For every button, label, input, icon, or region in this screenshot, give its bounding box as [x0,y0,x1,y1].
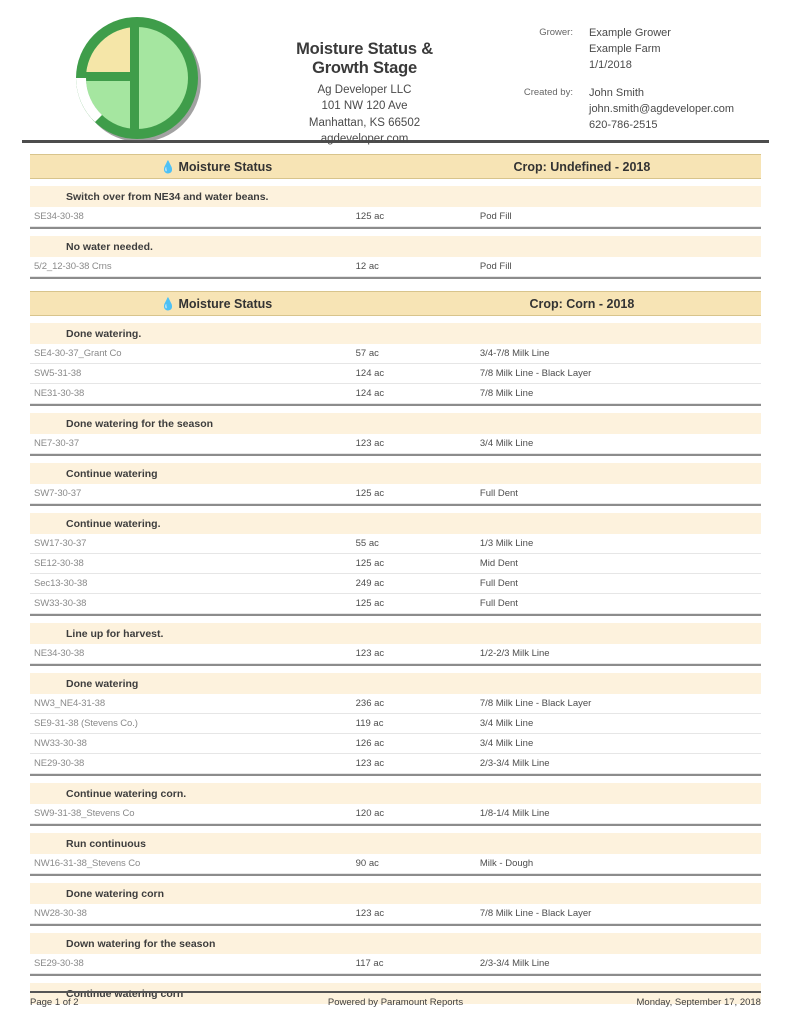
field-acres: 57 ac [355,348,379,359]
status-group [30,463,761,506]
grower-name: Example Grower [589,27,671,39]
section-title-group [30,160,403,174]
growth-stage: 7/8 Milk Line [479,388,534,399]
growth-stage: Mid Dent [479,558,518,569]
field-name: SW5-31-38 [34,368,82,379]
field-name: SW9-31-38_Stevens Co [34,808,135,819]
field-acres: 126 ac [355,738,385,749]
table-row [30,534,761,554]
created-by-phone: 620-786-2515 [589,118,658,131]
table-row [30,344,761,364]
status-group [30,413,761,456]
group-divider [30,454,761,456]
grower-farm: Example Farm [589,42,661,55]
report-section [30,154,761,279]
company-website: agdeveloper.com [320,132,409,145]
table-row [30,954,761,974]
title-block [252,8,477,147]
growth-stage: Pod Fill [479,211,512,222]
field-name: 5/2_12-30-38 Crns [34,261,112,272]
field-acres: 120 ac [355,808,385,819]
growth-stage: 1/3 Milk Line [479,538,534,549]
growth-stage: 2/3-3/4 Milk Line [479,758,550,769]
status-group [30,673,761,776]
growth-stage: 1/2-2/3 Milk Line [479,648,550,659]
growth-stage: 7/8 Milk Line - Black Layer [479,698,592,709]
table-row [30,754,761,774]
group-divider [30,824,761,826]
group-divider [30,227,761,229]
document-header [0,0,791,145]
field-name: SE29-30-38 [34,958,84,969]
field-name: NW33-30-38 [34,738,87,749]
field-acres: 125 ac [355,598,385,609]
field-acres: 55 ac [355,538,379,549]
field-name: SE34-30-38 [34,211,84,222]
growth-stage: 3/4 Milk Line [479,718,534,729]
field-name: NE34-30-38 [34,648,85,659]
field-acres: 117 ac [355,958,384,969]
group-header-label: Done watering for the season [30,413,761,434]
field-name: Sec13-30-38 [34,578,88,589]
status-group [30,323,761,406]
grower-info [495,26,769,74]
table-row [30,904,761,924]
group-header-label: Line up for harvest. [30,623,761,644]
field-acres: 123 ac [355,908,385,919]
field-acres: 90 ac [355,858,379,869]
field-acres: 249 ac [355,578,385,589]
footer-divider [30,991,761,993]
group-header-label: Down watering for the season [30,933,761,954]
status-group [30,513,761,616]
growth-stage: Full Dent [479,488,518,499]
field-acres: 12 ac [355,261,379,272]
field-acres: 124 ac [355,388,385,399]
status-group [30,623,761,666]
field-name: NW16-31-38_Stevens Co [34,858,141,869]
company-name: Ag Developer LLC [317,83,412,96]
group-divider [30,874,761,876]
table-row [30,257,761,277]
group-header-label: Switch over from NE34 and water beans. [30,186,761,207]
group-divider [30,974,761,976]
created-by-name: John Smith [589,86,645,99]
field-name: NE31-30-38 [34,388,85,399]
created-by-email: john.smith@agdeveloper.com [589,102,735,115]
table-row [30,694,761,714]
grower-date: 1/1/2018 [589,58,632,71]
ag-developer-logo-icon [62,12,212,144]
section-crop-label: Crop: Corn - 2018 [529,296,635,311]
field-name: SW33-30-38 [34,598,87,609]
growth-stage: 7/8 Milk Line - Black Layer [479,908,592,919]
table-row [30,207,761,227]
status-group [30,883,761,926]
growth-stage: Milk - Dough [479,858,534,869]
table-row [30,804,761,824]
group-header-label: Continue watering corn [30,983,761,1004]
growth-stage: 1/8-1/4 Milk Line [479,808,550,819]
table-row [30,364,761,384]
section-header [30,154,761,179]
group-header-label: Done watering. [30,323,761,344]
created-by-label: Created by: [523,86,573,98]
field-name: NE7-30-37 [34,438,80,449]
table-row [30,574,761,594]
group-divider [30,277,761,279]
table-row [30,644,761,664]
address-line-2: Manhattan, KS 66502 [308,116,421,129]
group-header-label: Continue watering. [30,513,761,534]
field-acres: 125 ac [355,488,385,499]
field-acres: 123 ac [355,648,385,659]
field-name: SW17-30-37 [34,538,87,549]
group-header-label: No water needed. [30,236,761,257]
document-footer [30,991,761,1008]
group-header-label: Continue watering [30,463,761,484]
title-line-2: Growth Stage [312,59,417,78]
status-group [30,933,761,976]
report-section [30,291,761,1004]
group-divider [30,774,761,776]
field-acres: 123 ac [355,758,385,769]
report-date: Monday, September 17, 2018 [636,997,761,1008]
growth-stage: 3/4 Milk Line [479,438,534,449]
table-row [30,484,761,504]
group-divider [30,504,761,506]
section-title: Moisture Status [178,159,273,174]
section-header [30,291,761,316]
address-line-1: 101 NW 120 Ave [321,100,408,113]
group-divider [30,664,761,666]
table-row [30,734,761,754]
status-group [30,186,761,229]
field-acres: 125 ac [355,558,385,569]
field-acres: 123 ac [355,438,385,449]
growth-stage: 7/8 Milk Line - Black Layer [479,368,592,379]
group-header-label: Done watering [30,673,761,694]
page-number: Page 1 of 2 [30,997,79,1008]
growth-stage: 3/4 Milk Line [479,738,534,749]
table-row [30,554,761,574]
group-divider [30,614,761,616]
group-divider [30,404,761,406]
section-crop-label: Crop: Undefined - 2018 [513,159,651,174]
field-name: NW28-30-38 [34,908,87,919]
field-name: SW7-30-37 [34,488,82,499]
table-row [30,594,761,614]
section-title: Moisture Status [178,296,273,311]
group-header-label: Continue watering corn. [30,783,761,804]
group-header-label: Done watering corn [30,883,761,904]
status-group [30,236,761,279]
table-row [30,384,761,404]
group-header-label: Run continuous [30,833,761,854]
status-group [30,783,761,826]
field-name: NW3_NE4-31-38 [34,698,106,709]
growth-stage: Full Dent [479,578,518,589]
field-acres: 119 ac [355,718,384,729]
meta-block [477,8,769,146]
growth-stage: 2/3-3/4 Milk Line [479,958,550,969]
field-name: NE29-30-38 [34,758,85,769]
status-group [30,833,761,876]
created-by-info [495,86,769,134]
logo [22,8,252,144]
table-row [30,854,761,874]
group-divider [30,924,761,926]
field-name: SE4-30-37_Grant Co [34,348,122,359]
field-name: SE12-30-38 [34,558,84,569]
growth-stage: 3/4-7/8 Milk Line [479,348,550,359]
table-row [30,714,761,734]
water-droplet-icon: 💧 [160,296,176,311]
growth-stage: Full Dent [479,598,518,609]
section-title-group [30,297,403,311]
grower-label: Grower: [539,27,573,38]
field-acres: 125 ac [355,211,385,222]
growth-stage: Pod Fill [479,261,512,272]
title-line-1: Moisture Status & [296,40,433,58]
field-name: SE9-31-38 (Stevens Co.) [34,718,138,729]
powered-by: Powered by Paramount Reports [327,997,464,1008]
field-acres: 236 ac [355,698,385,709]
water-droplet-icon: 💧 [160,159,176,174]
field-acres: 124 ac [355,368,385,379]
table-row [30,434,761,454]
report-content [0,154,791,1004]
